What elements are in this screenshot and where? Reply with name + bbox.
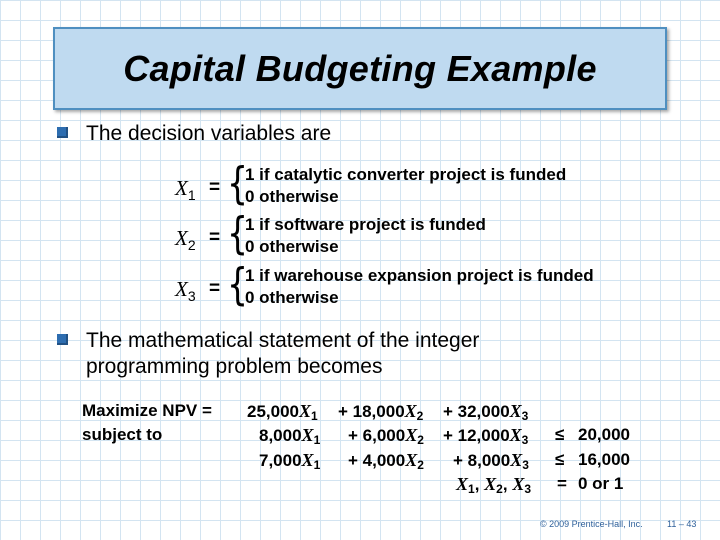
constraint2-term-x3: + 8,000X3 <box>453 450 529 472</box>
objective-term-x2: + 18,000X2 <box>338 401 424 423</box>
brace-icon: { <box>227 259 248 310</box>
constraint2-operator: ≤ <box>555 450 565 469</box>
bullet-marker <box>57 334 68 345</box>
objective-label: Maximize NPV = <box>82 401 212 420</box>
constraint1-rhs: 20,000 <box>578 425 630 444</box>
equals-sign: = <box>209 227 221 248</box>
bullet-text-statement-line1: The mathematical statement of the integer <box>86 329 480 352</box>
title-box <box>53 27 667 110</box>
objective-term-x3: + 32,000X3 <box>443 401 529 423</box>
variable-x2: $X_2$ <box>175 226 196 254</box>
objective-term-x1: 25,000X1 <box>247 401 318 423</box>
constraint2-term-x1: 7,000X1 <box>259 450 321 472</box>
constraint1-term-x3: + 12,000X3 <box>443 425 529 447</box>
domain-operator: = <box>557 474 567 493</box>
definition-x1-otherwise: 0 otherwise <box>245 187 339 206</box>
subject-to-label: subject to <box>82 425 163 444</box>
constraint2-term-x2: + 4,000X2 <box>348 450 424 472</box>
variable-x1: $X_1$ <box>175 176 196 204</box>
definition-x1-funded: 1 if catalytic converter project is funded <box>245 165 567 184</box>
equals-sign: = <box>209 278 221 299</box>
brace-icon: { <box>227 158 248 209</box>
equals-sign: = <box>209 177 221 198</box>
footer-copyright: © 2009 Prentice-Hall, Inc. <box>540 519 643 529</box>
definition-x3-funded: 1 if warehouse expansion project is funded <box>245 266 594 285</box>
bullet-text-decision-variables: The decision variables are <box>86 122 332 145</box>
variable-x3: $X_3$ <box>175 277 196 305</box>
constraint1-operator: ≤ <box>555 425 565 444</box>
constraint1-term-x2: + 6,000X2 <box>348 425 424 447</box>
constraint2-rhs: 16,000 <box>578 450 630 469</box>
brace-icon: { <box>227 208 248 259</box>
definition-x3-otherwise: 0 otherwise <box>245 288 339 307</box>
bullet-text-statement-line2: programming problem becomes <box>86 355 383 378</box>
slide-title: Capital Budgeting Example <box>123 47 597 89</box>
definition-x2-otherwise: 0 otherwise <box>245 237 339 256</box>
definition-x2-funded: 1 if software project is funded <box>245 215 486 234</box>
domain-variables: X1, X2, X3 <box>456 474 532 496</box>
bullet-marker <box>57 127 68 138</box>
constraint1-term-x1: 8,000X1 <box>259 425 321 447</box>
domain-rhs: 0 or 1 <box>578 474 624 493</box>
footer-page-number: 11 – 43 <box>667 519 697 529</box>
